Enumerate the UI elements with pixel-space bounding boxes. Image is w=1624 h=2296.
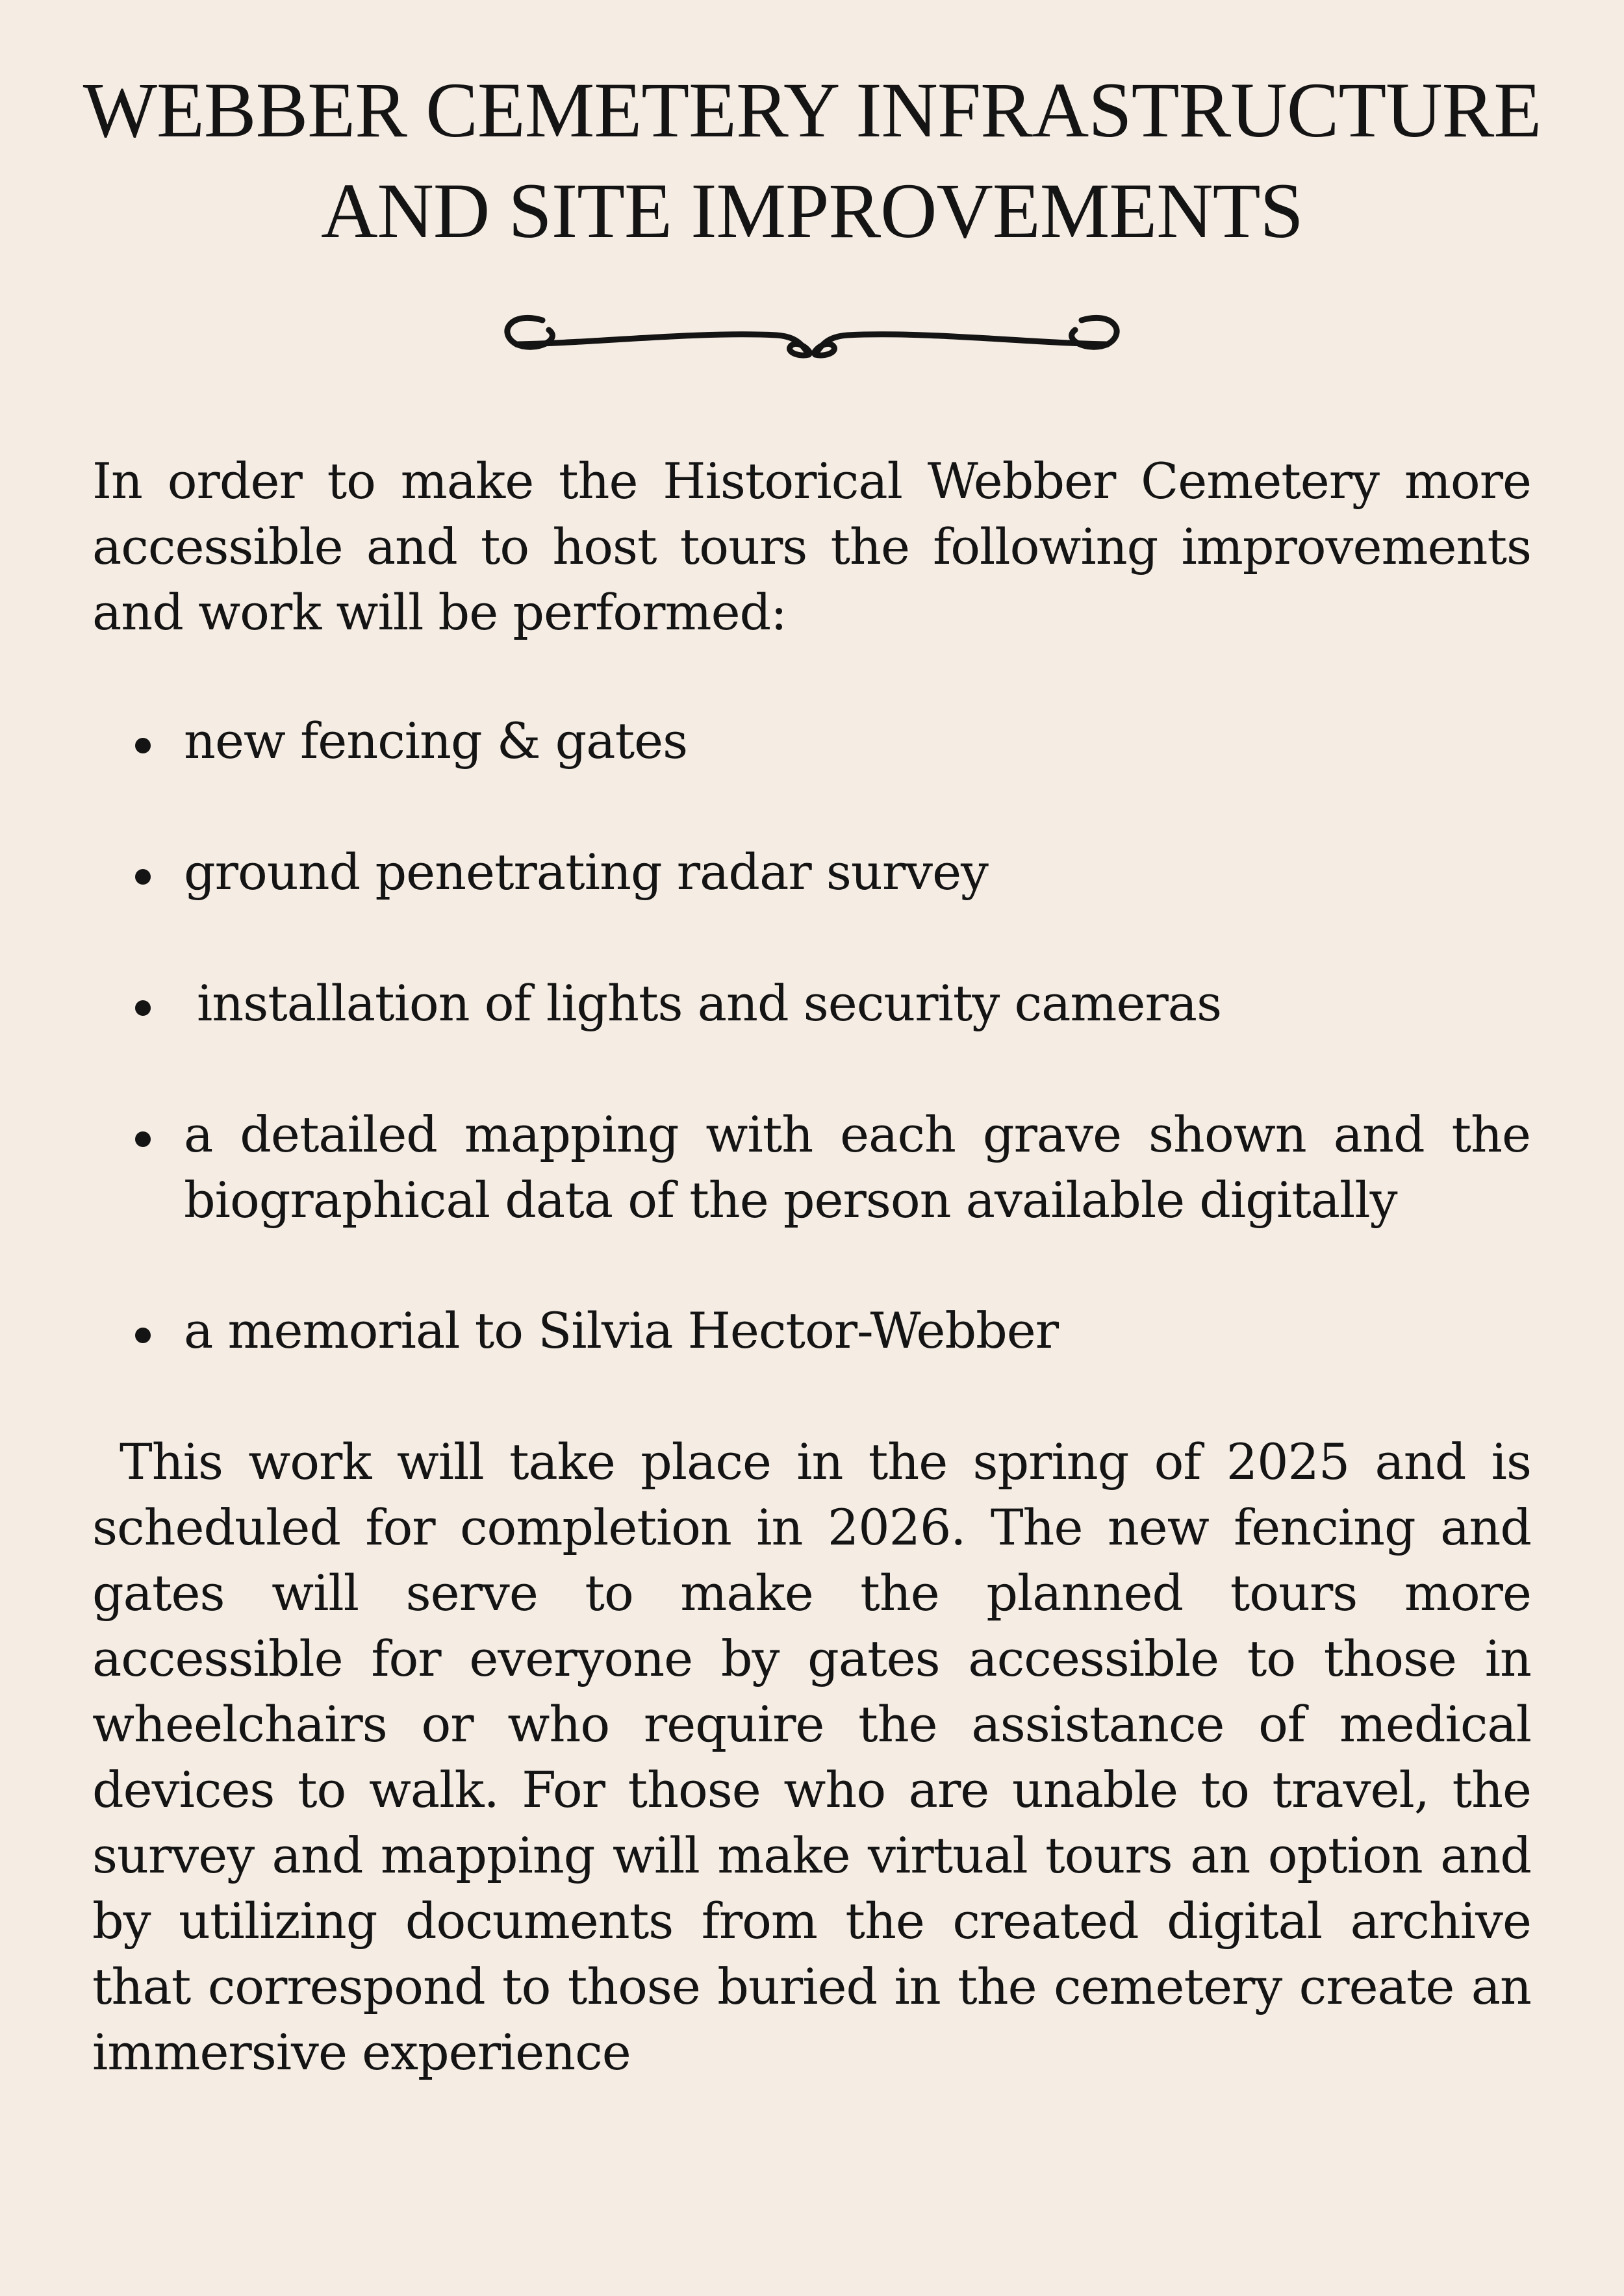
page-title-line-2: AND SITE IMPROVEMENTS <box>321 168 1303 255</box>
list-item <box>135 708 1530 774</box>
bullet-icon <box>135 1131 151 1147</box>
bullet-icon <box>135 738 151 753</box>
list-item <box>135 1102 1530 1233</box>
bullet-icon <box>135 1328 151 1343</box>
list-item-text: a detailed mapping with each grave shown and the biographical data of the person available digitally <box>184 1105 1530 1229</box>
intro-paragraph: In order to make the Historical Webber Cemetery more accessible and to host tours the following improvements and work will be performed: <box>92 452 1531 641</box>
page-title-line-1: WEBBER CEMETERY INFRASTRUCTURE <box>82 67 1542 154</box>
bullet-icon <box>135 1000 151 1016</box>
list-item-text: ground penetrating radar survey <box>184 843 988 901</box>
list-item-text: new fencing & gates <box>184 712 688 770</box>
list-item <box>135 1298 1530 1363</box>
list-item <box>135 839 1530 905</box>
list-item <box>135 970 1530 1036</box>
closing-paragraph: This work will take place in the spring of 2025 and is scheduled for completion in 2026. The new fencing and gates will serve to make the planned tours more accessible for everyone by gates accessible to those in wheelchairs or who require the assistance of medical devices to walk. For those who are unable to travel, the survey and mapping will make virtual tours an option and by utilizing documents from the created digital archive that correspond to those buried in the cemetery create an immersive experience <box>92 1433 1531 2081</box>
list-item-text: installation of lights and security cameras <box>197 974 1222 1032</box>
list-item-text: a memorial to Silvia Hector-Webber <box>184 1302 1059 1359</box>
bullet-icon <box>135 869 151 885</box>
